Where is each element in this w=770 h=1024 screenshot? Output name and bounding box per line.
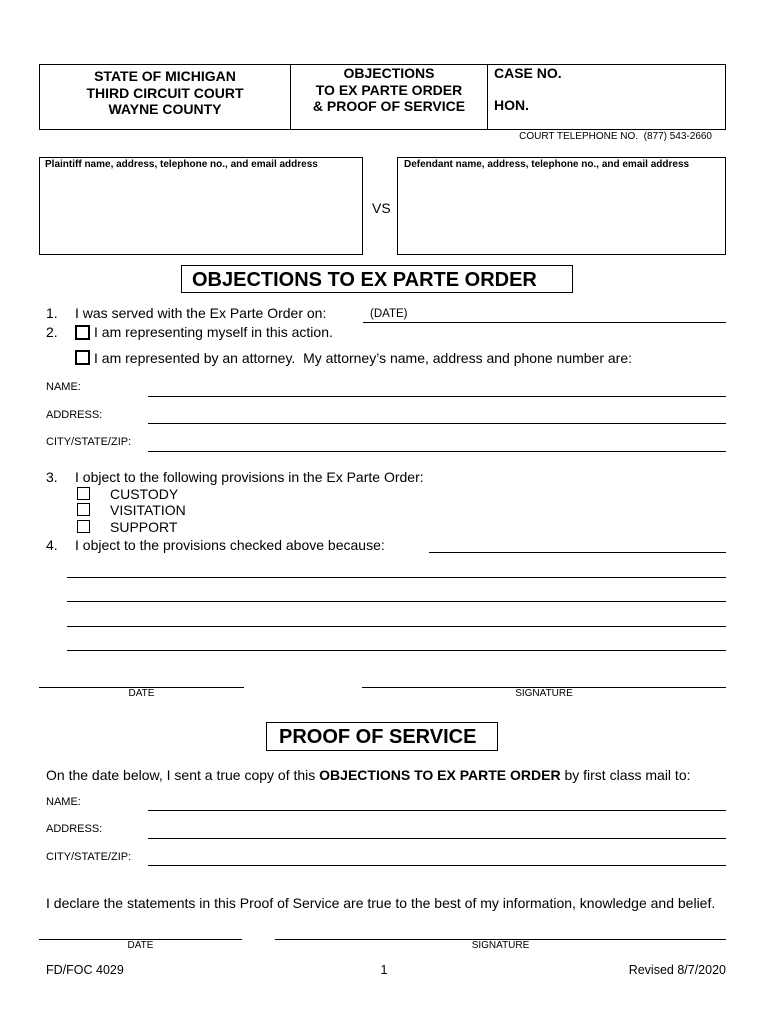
case-no-input[interactable]	[564, 65, 720, 81]
form-title-cell	[290, 65, 487, 129]
case-info-cell	[487, 65, 725, 129]
served-date-label: (DATE)	[370, 308, 408, 320]
judge-label: HON.	[494, 97, 529, 113]
attorney-name-label: NAME:	[46, 381, 81, 393]
form-number: FD/FOC 4029	[46, 963, 124, 977]
court-info-cell	[40, 65, 290, 129]
attorney-address-label: ADDRESS:	[46, 409, 103, 421]
item-4-text: I object to the provisions checked above because:	[75, 537, 385, 553]
objection-date-input[interactable]	[39, 671, 244, 688]
objection-signature-label: SIGNATURE	[515, 688, 573, 699]
page-number: 1	[380, 963, 388, 977]
support-checkbox[interactable]	[77, 520, 90, 533]
court-circuit: THIRD CIRCUIT COURT	[86, 84, 244, 101]
item-2-number: 2.	[46, 324, 58, 340]
attorney-city-state-zip-label: CITY/STATE/ZIP:	[46, 436, 132, 448]
declaration-text: I declare the statements in this Proof of Service are true to the best of my information, knowledge and belief.	[46, 895, 716, 911]
objection-reason-input-4[interactable]	[67, 610, 726, 627]
attorney-represented-label: I am represented by an attorney. My attorney’s name, address and phone number are:	[94, 350, 633, 366]
objections-title: OBJECTIONS TO EX PARTE ORDER	[192, 269, 537, 291]
plaintiff-input[interactable]	[44, 174, 358, 250]
versus-label: VS	[372, 200, 391, 216]
court-state: STATE OF MICHIGAN	[94, 68, 236, 84]
recipient-address-label: ADDRESS:	[46, 823, 103, 835]
objection-reason-input-5[interactable]	[67, 634, 726, 651]
support-label: SUPPORT	[110, 519, 178, 535]
case-no-label: CASE NO.	[494, 65, 562, 81]
form-title-line-3: & PROOF OF SERVICE	[312, 98, 466, 114]
court-telephone: COURT TELEPHONE NO. (877) 543-2660	[519, 131, 712, 142]
item-3-text: I object to the following provisions in the Ex Parte Order:	[75, 469, 424, 485]
recipient-city-state-zip-input[interactable]	[148, 849, 726, 866]
attorney-city-state-zip-input[interactable]	[148, 435, 726, 452]
recipient-name-label: NAME:	[46, 796, 81, 808]
recipient-city-state-zip-label: CITY/STATE/ZIP:	[46, 851, 132, 863]
custody-label: CUSTODY	[110, 486, 179, 502]
objection-reason-input-2[interactable]	[67, 561, 726, 578]
service-statement-method: by first class mail to:	[560, 767, 691, 783]
service-statement-document: OBJECTIONS TO EX PARTE ORDER	[319, 767, 561, 783]
attorney-address-input[interactable]	[148, 407, 726, 424]
objection-reason-input-3[interactable]	[67, 585, 726, 602]
visitation-label: VISITATION	[110, 502, 186, 518]
service-statement-text: On the date below, I sent a true copy of this	[46, 767, 320, 783]
item-1-number: 1.	[46, 305, 58, 321]
served-date-input[interactable]	[363, 306, 726, 323]
objection-signature-input[interactable]	[362, 671, 726, 688]
recipient-address-input[interactable]	[148, 822, 726, 839]
proof-of-service-title-box	[266, 722, 498, 751]
item-3-number: 3.	[46, 469, 58, 485]
item-4-number: 4.	[46, 537, 58, 553]
revision-date: Revised 8/7/2020	[628, 963, 726, 977]
defendant-input[interactable]	[402, 174, 721, 250]
service-signature-input[interactable]	[275, 923, 726, 940]
attorney-represented-checkbox[interactable]	[75, 350, 90, 365]
service-signature-label: SIGNATURE	[471, 940, 530, 951]
form-title-line-2: TO EX PARTE ORDER	[315, 81, 463, 98]
court-county: WAYNE COUNTY	[108, 101, 222, 117]
plaintiff-box	[39, 157, 363, 255]
self-represented-label: I am representing myself in this action.	[94, 324, 333, 340]
item-1-text: I was served with the Ex Parte Order on:	[75, 305, 327, 321]
service-date-label: DATE	[127, 940, 154, 951]
visitation-checkbox[interactable]	[77, 503, 90, 516]
plaintiff-label: Plaintiff name, address, telephone no., and email address	[45, 159, 318, 170]
defendant-box	[397, 157, 726, 255]
judge-input[interactable]	[534, 97, 720, 113]
service-date-input[interactable]	[39, 923, 242, 940]
service-statement	[46, 767, 691, 783]
caption-box	[39, 64, 726, 130]
objections-title-box	[181, 265, 573, 293]
objection-reason-input-1[interactable]	[429, 536, 726, 553]
attorney-name-input[interactable]	[148, 380, 726, 397]
self-represented-checkbox[interactable]	[75, 325, 90, 340]
form-title-line-1: OBJECTIONS	[343, 65, 435, 81]
recipient-name-input[interactable]	[148, 794, 726, 811]
objection-date-label: DATE	[128, 688, 155, 699]
defendant-label: Defendant name, address, telephone no., and email address	[404, 159, 690, 170]
custody-checkbox[interactable]	[77, 487, 90, 500]
proof-of-service-title: PROOF OF SERVICE	[279, 726, 477, 748]
